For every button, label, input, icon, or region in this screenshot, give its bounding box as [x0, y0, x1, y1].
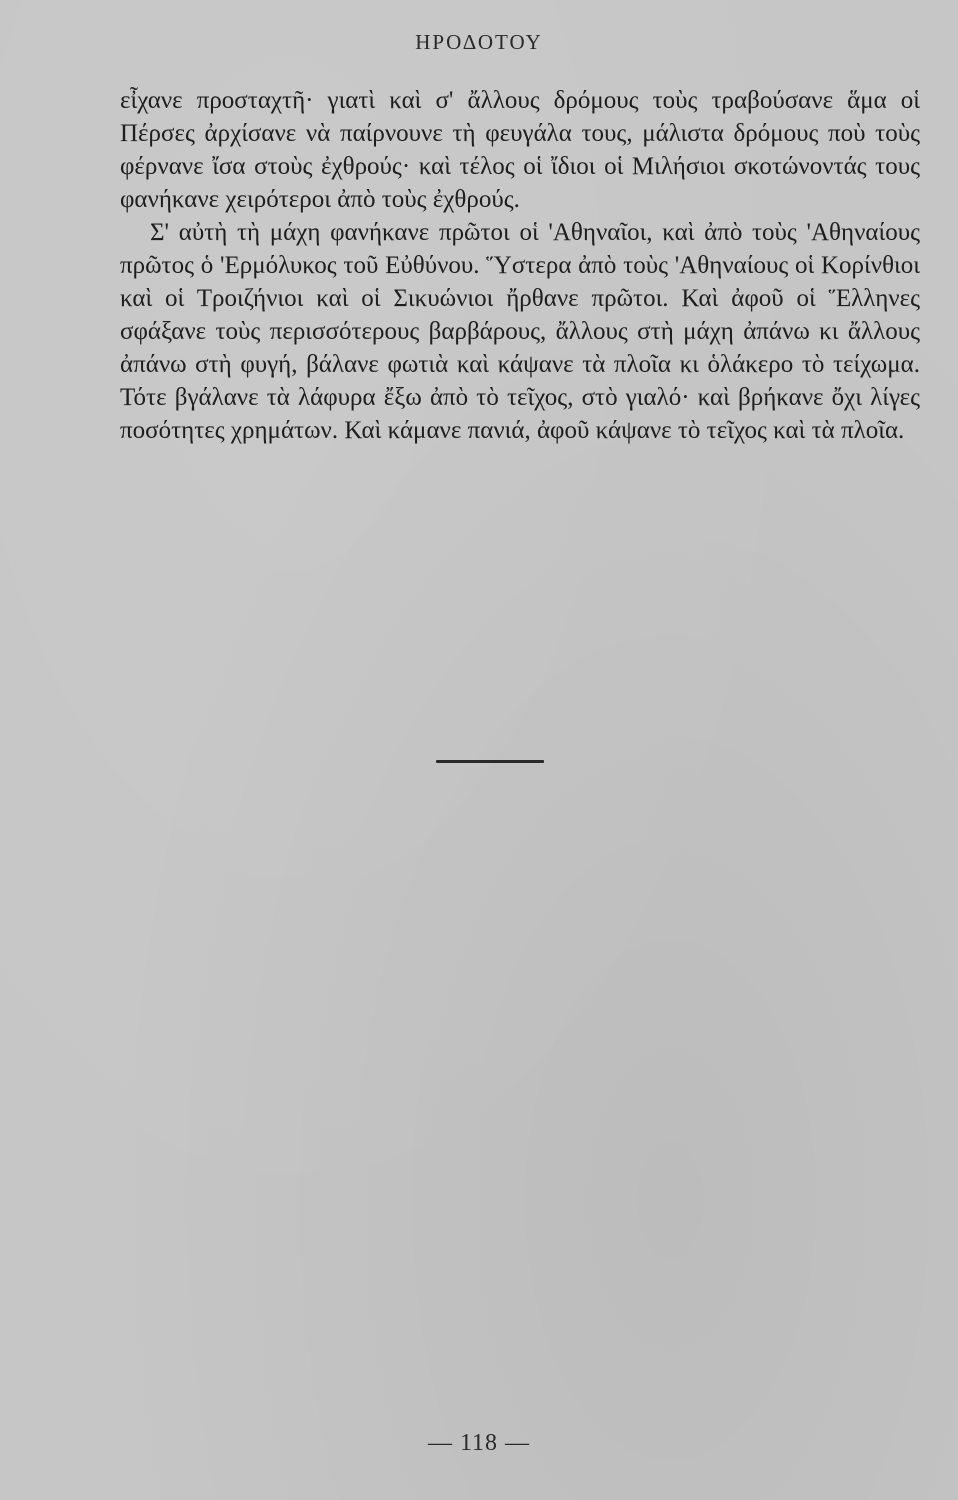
page-number: — 118 — [427, 1430, 531, 1456]
paragraph: Σ' αὐτὴ τὴ μάχη φανήκανε πρῶτοι οἱ 'Αθηναῖοι, καὶ ἀπὸ τοὺς 'Αθηναίους πρῶτος ὁ 'Ερμόλυκος τοῦ Εὐθύνου. Ὕστερα ἀπὸ τοὺς 'Αθηναίους οἱ Κορίνθιοι καὶ οἱ Τροιζήνιοι καὶ οἱ Σικυώνιοι ἤρθανε πρῶτοι. Καὶ ἀφοῦ οἱ Ἕλληνες σφάξανε τοὺς περισσότερους βαρβάρους, ἄλλους στὴ μάχη ἀπάνω κι ἄλλους ἀπάνω στὴ φυγή, βάλανε φωτιὰ καὶ κάψανε τὰ πλοῖα κι ὁλάκερο τὸ τείχωμα. Τότε βγάλανε τὰ λάφυρα ἔξω ἀπὸ τὸ τεῖχος, στὸ γιαλό· καὶ βρήκανε ὄχι λίγες ποσότητες χρημάτων. Καὶ κάμανε πανιά, ἀφοῦ κάψανε τὸ τεῖχος καὶ τὰ πλοῖα. [120, 219, 920, 444]
body-text [120, 84, 920, 447]
running-head: ΗΡΟΔΟΤΟΥ [415, 30, 543, 54]
paragraph: εἶχανε προσταχτῆ· γιατὶ καὶ σ' ἄλλους δρόμους τοὺς τραβούσανε ἅμα οἱ Πέρσες ἀρχίσανε νὰ παίρνουνε τὴ φευγάλα τους, μάλιστα δρόμους ποὺ τοὺς φέρνανε ἴσα στοὺς ἐχθρούς· καὶ τέλος οἱ ἴδιοι οἱ Μιλήσιοι σκοτώνοντάς τους φανήκανε χειρότεροι ἀπὸ τοὺς ἐχθρούς. [120, 87, 920, 213]
section-divider [436, 760, 544, 763]
